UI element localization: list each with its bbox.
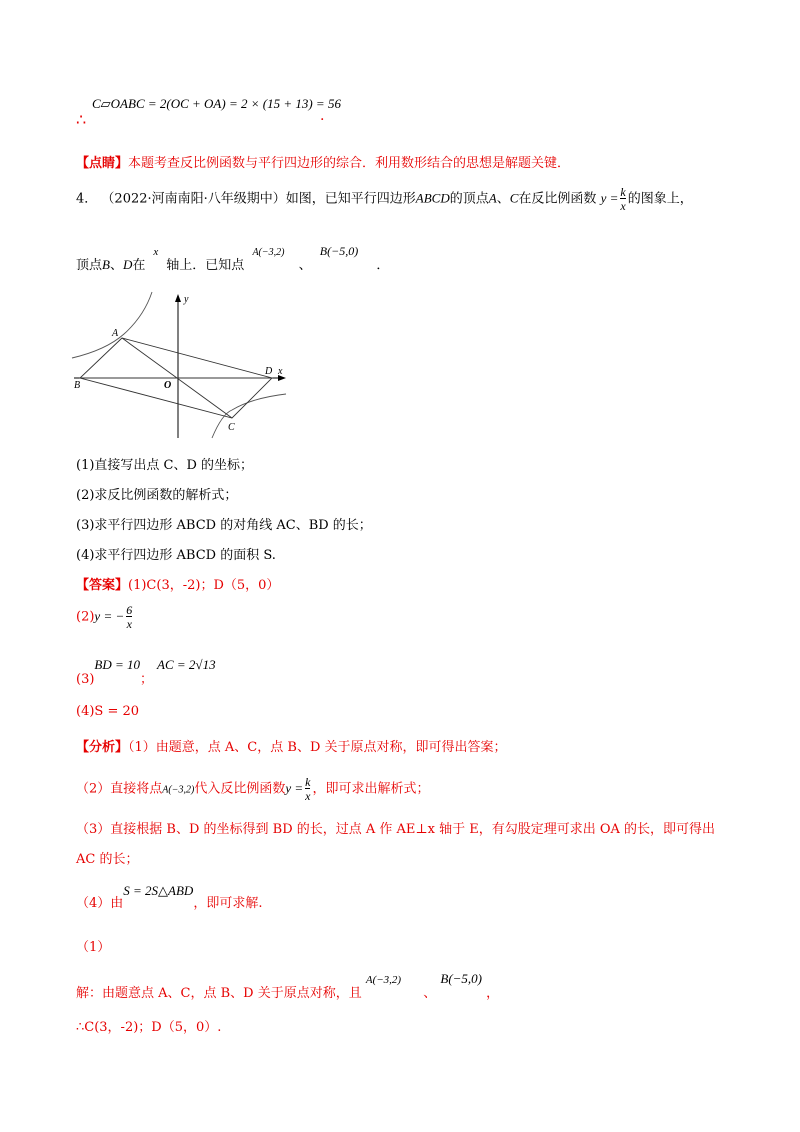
- answer-line-4: (4)S = 20: [76, 704, 140, 719]
- separator: 、: [423, 986, 437, 1001]
- solution-comma: ，: [486, 986, 500, 1001]
- solution-line-1: [76, 971, 500, 1001]
- analysis-line-4: AC 的长；: [76, 852, 139, 867]
- perimeter-formula: C▱OABC = 2(OC + OA) = 2 × (15 + 13) = 56: [92, 96, 341, 111]
- analysis-point-a: A(−3,2): [162, 784, 195, 796]
- dianjing-text: 本题考查反比例函数与平行四边形的综合．利用数形结合的思想是解题关键．: [128, 156, 571, 171]
- point-a-coords: A(−3,2): [252, 247, 285, 258]
- analysis-line-1: [76, 736, 507, 755]
- problem-text: 在: [132, 258, 146, 273]
- point-c-label: C: [509, 190, 519, 206]
- figure-point-d: D: [265, 366, 273, 377]
- problem-line-2: [76, 244, 390, 273]
- analysis-p1: （1）由题意，点 A、C，点 B、D 关于原点对称，即可得出答案；: [128, 740, 507, 755]
- analysis-text: 代入反比例函数: [194, 781, 286, 797]
- answer-line-2: [76, 604, 134, 630]
- therefore-symbol: ∴: [76, 110, 87, 129]
- answer-3-label: (3): [76, 672, 95, 687]
- problem-text: 的图象上，: [627, 191, 693, 207]
- analysis-text: ，即可求出解析式；: [312, 781, 430, 797]
- question-4: (4)求平行四边形 ABCD 的面积 S.: [76, 548, 276, 563]
- problem-text: 在反比例函数: [518, 191, 597, 207]
- answer-tag: 【答案】: [76, 578, 129, 593]
- analysis-line-3: （3）直接根据 B、D 的坐标得到 BD 的长，过点 A 作 AE⊥x 轴于 E，有勾股定理可求出 OA 的长，即可得出: [76, 822, 716, 837]
- solution-point-b: B(−5,0): [440, 971, 482, 986]
- answer-line-1: [76, 574, 279, 593]
- dianjing-tag: 【点睛】: [76, 156, 129, 171]
- problem-text: 轴上．已知点: [166, 258, 245, 273]
- fraction-numerator: k: [305, 775, 311, 789]
- separator: 、: [298, 258, 312, 273]
- y-axis-arrow: [175, 294, 181, 302]
- formula-period: .: [320, 108, 325, 124]
- analysis-text: （2）直接将点: [76, 781, 163, 797]
- analysis-fraction: [305, 776, 310, 802]
- figure-origin: O: [164, 380, 172, 391]
- answer-3-bd: BD = 10: [94, 657, 141, 672]
- fraction-denominator: x: [620, 199, 626, 213]
- function-y: y =: [600, 190, 619, 206]
- x-axis-symbol: x: [153, 246, 159, 258]
- y-axis-label: y: [184, 294, 189, 305]
- solution-line-2: ∴C(3，-2)；D（5，0）.: [76, 1020, 222, 1035]
- shape-abcd: ABCD: [415, 190, 450, 206]
- question-1: (1)直接写出点 C、D 的坐标；: [76, 458, 254, 473]
- analysis-tag: 【分析】: [76, 740, 129, 755]
- problem-line-1: [76, 186, 693, 212]
- fraction-numerator: k: [620, 185, 626, 199]
- fraction-denominator: x: [305, 789, 311, 803]
- answer-3-ac: AC = 2√13: [157, 657, 216, 672]
- figure-point-c: C: [228, 422, 235, 433]
- analysis-y: y =: [285, 780, 304, 796]
- analysis-text: （4）由: [76, 896, 124, 911]
- dianjing-paragraph: [76, 152, 570, 171]
- x-axis-label: x: [278, 366, 283, 377]
- point-b-coords: B(−5,0): [319, 244, 359, 258]
- problem-text: 的顶点: [449, 191, 489, 207]
- problem-end: ．: [376, 258, 390, 273]
- answer-line-3: [76, 654, 216, 687]
- answer-2-y: y = −: [94, 608, 125, 624]
- question-3: (3)求平行四边形 ABCD 的对角线 AC、BD 的长；: [76, 518, 372, 533]
- point-b-label: B: [102, 257, 110, 272]
- separator: 、: [496, 191, 510, 207]
- point-a-label: A: [488, 190, 497, 206]
- separator: 、: [109, 258, 123, 273]
- solution-part-1: （1）: [76, 940, 111, 955]
- analysis-area-formula: S = 2S△ABD: [123, 883, 194, 898]
- figure-point-a: A: [112, 328, 119, 339]
- answer-2-fraction: [126, 604, 132, 630]
- analysis-text: ，即可求解.: [193, 896, 263, 911]
- figure-point-b: B: [74, 380, 81, 391]
- fraction-denominator: x: [126, 617, 132, 631]
- function-fraction: [620, 186, 625, 212]
- question-2: (2)求反比例函数的解析式；: [76, 488, 238, 503]
- answer-1: (1)C(3，-2)；D（5，0）: [128, 578, 280, 593]
- problem-text: 如图，已知平行四边形: [285, 191, 416, 207]
- analysis-line-2: [76, 776, 429, 802]
- fraction-numerator: 6: [126, 603, 133, 617]
- problem-source: （2022·河南南阳·八年级期中）: [101, 191, 286, 207]
- answer-3-sep: ；: [140, 672, 154, 687]
- parallelogram-figure: [66, 286, 296, 446]
- solution-text: 解：由题意点 A、C，点 B、D 关于原点对称，且: [76, 986, 362, 1001]
- problem-number: 4．: [76, 191, 98, 207]
- point-d-label: D: [122, 257, 133, 272]
- answer-2-label: (2): [76, 609, 95, 625]
- problem-text: 顶点: [76, 258, 103, 273]
- analysis-line-5: [76, 880, 263, 911]
- solution-point-a: A(−3,2): [365, 974, 402, 986]
